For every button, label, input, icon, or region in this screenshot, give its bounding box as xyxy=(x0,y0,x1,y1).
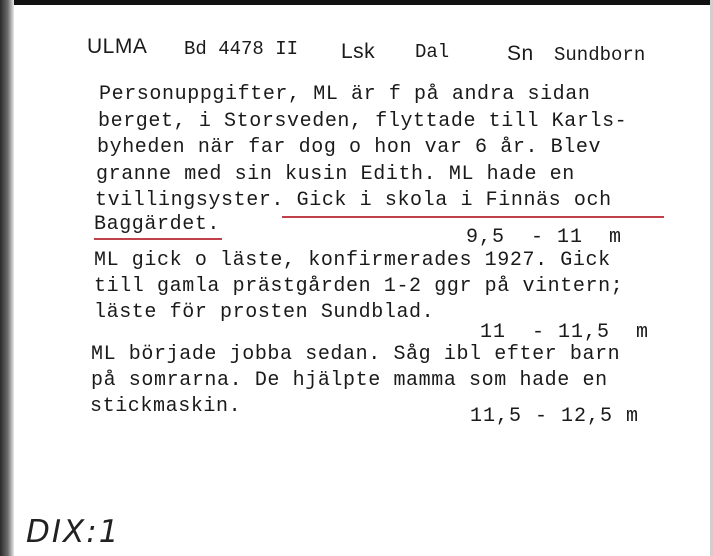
time-marker-1: 9,5 - 11 m xyxy=(466,226,623,249)
parish-value: Sundborn xyxy=(554,44,646,66)
text-line-7: ML gick o läste, konfirmerades 1927. Gick xyxy=(94,249,611,272)
text-line-12: stickmaskin. xyxy=(90,395,242,418)
region-value: Dal xyxy=(415,41,450,63)
archive-code: ULMA xyxy=(87,35,148,58)
text-line-8: till gamla prästgården 1-2 ggr på vintern; xyxy=(94,275,624,298)
time-marker-2: 11 - 11,5 m xyxy=(480,321,650,344)
time-marker-3: 11,5 - 12,5 m xyxy=(470,405,640,428)
scan-left-edge xyxy=(0,0,14,556)
text-line-4: granne med sin kusin Edith. ML hade en xyxy=(96,163,575,186)
text-line-9: läste för prosten Sundblad. xyxy=(94,301,435,324)
handwritten-catalog-mark: DIX:1 xyxy=(26,514,121,550)
region-label: Lsk xyxy=(341,40,376,63)
volume-number: Bd 4478 II xyxy=(184,38,299,60)
text-line-2: berget, i Storsveden, flyttade till Karls- xyxy=(98,110,628,133)
parish-label: Sn xyxy=(507,42,534,65)
archive-card xyxy=(14,5,710,556)
underline-baggardet xyxy=(94,238,222,240)
text-line-1: Personuppgifter, ML är f på andra sidan xyxy=(99,83,591,106)
text-line-3: byheden när far dog o hon var 6 år. Blev xyxy=(97,136,602,159)
text-line-6: Baggärdet. xyxy=(94,213,221,236)
text-line-10: ML började jobba sedan. Såg ibl efter barn xyxy=(91,343,621,366)
text-line-11: på somrarna. De hjälpte mamma som hade en xyxy=(91,369,608,392)
text-line-5: tvillingsyster. Gick i skola i Finnäs och xyxy=(95,189,612,212)
underline-school xyxy=(282,216,664,218)
